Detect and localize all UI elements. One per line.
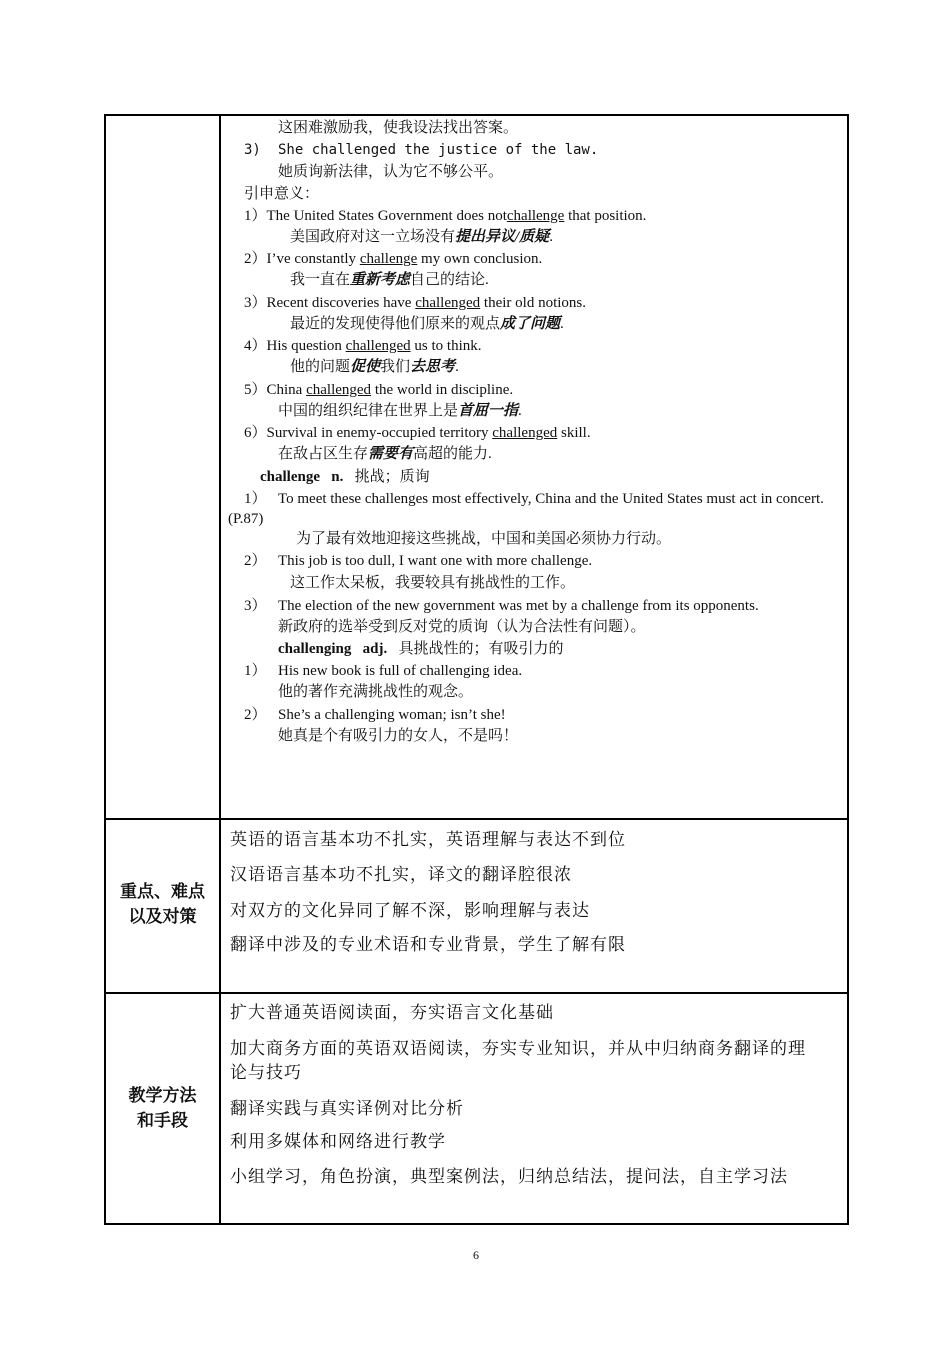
- example-sentence: 2）I’ve constantly challenge my own conclusion.: [244, 251, 543, 267]
- teaching-methods-label: 教学方法 和手段: [128, 1086, 197, 1131]
- lesson-table: [104, 114, 849, 1225]
- example-translation: 为了最有效地迎接这些挑战，中国和美国必须协力行动。: [296, 531, 672, 547]
- example-sentence: To meet these challenges most effectively, China and the United States must act in concert.(P.87): [228, 491, 824, 527]
- example-sentence: She’s a challenging woman; isn’t she!: [278, 707, 506, 723]
- continued-translation: 这困难激励我，使我设法找出答案。: [278, 120, 519, 136]
- method-item: 小组学习，角色扮演，典型案例法，归纳总结法，提问法，自主学习法: [230, 1167, 788, 1187]
- example-sentence: She challenged the justice of the law.: [278, 142, 599, 158]
- example-number: 1）: [244, 663, 267, 679]
- example-translation: 新政府的选举受到反对党的质询（认为合法性有问题）。: [278, 619, 646, 635]
- extended-meaning-heading: 引申意义：: [244, 186, 320, 202]
- difficulty-item: 汉语语言基本功不扎实，译文的翻译腔很浓: [230, 865, 572, 885]
- example-sentence: 5）China challenged the world in discipline.: [244, 382, 514, 398]
- example-translation: 美国政府对这一立场没有提出异议/质疑.: [290, 229, 553, 245]
- example-sentence: 4）His question challenged us to think.: [244, 338, 482, 354]
- difficulty-item: 对双方的文化异同了解不深，影响理解与表达: [230, 901, 590, 921]
- method-item: 翻译实践与真实译例对比分析: [230, 1099, 464, 1119]
- example-translation: 这工作太呆板，我要较具有挑战性的工作。: [290, 575, 576, 591]
- example-translation: 他的著作充满挑战性的观念。: [278, 684, 474, 700]
- example-translation: 她质询新法律，认为它不够公平。: [278, 164, 504, 180]
- page-number: 6: [473, 1248, 479, 1262]
- method-item: 加大商务方面的英语双语阅读，夯实专业知识，并从中归纳商务翻译的理: [230, 1039, 806, 1059]
- adjective-entry: challenging adj. 具挑战性的；有吸引力的: [278, 641, 564, 657]
- example-sentence: 1）The United States Government does notchallenge that position.: [244, 208, 647, 224]
- key-difficulties-label: 重点、难点 以及对策: [120, 882, 205, 927]
- example-number: 3): [244, 142, 261, 158]
- example-translation: 最近的发现使得他们原来的观点成了问题.: [290, 316, 564, 332]
- example-translation: 我一直在重新考虑自己的结论.: [290, 272, 489, 288]
- method-item: 扩大普通英语阅读面，夯实语言文化基础: [230, 1003, 554, 1023]
- row-divider: [106, 992, 847, 994]
- method-item-continued: 论与技巧: [230, 1063, 302, 1083]
- example-translation: 中国的组织纪律在世界上是首屈一指.: [278, 403, 522, 419]
- example-number: 2）: [244, 553, 267, 569]
- row-divider: [106, 818, 847, 820]
- example-sentence: His new book is full of challenging idea.: [278, 663, 523, 679]
- example-number: 2）: [244, 707, 267, 723]
- example-number: 1）: [244, 491, 267, 507]
- difficulty-item: 翻译中涉及的专业术语和专业背景，学生了解有限: [230, 935, 626, 955]
- example-translation: 她真是个有吸引力的女人，不是吗！: [278, 728, 519, 744]
- example-sentence: This job is too dull, I want one with more challenge.: [278, 553, 593, 569]
- difficulty-item: 英语的语言基本功不扎实，英语理解与表达不到位: [230, 830, 626, 850]
- example-sentence: The election of the new government was met by a challenge from its opponents.: [278, 598, 759, 614]
- example-number: 3）: [244, 598, 267, 614]
- example-sentence: 6）Survival in enemy-occupied territory challenged skill.: [244, 425, 591, 441]
- noun-entry: challenge n. 挑战；质询: [260, 469, 430, 485]
- example-sentence: 3）Recent discoveries have challenged their old notions.: [244, 295, 586, 311]
- column-divider: [219, 116, 221, 1223]
- method-item: 利用多媒体和网络进行教学: [230, 1132, 446, 1152]
- example-translation: 他的问题促使我们去思考.: [290, 359, 459, 375]
- example-translation: 在敌占区生存需要有高超的能力.: [278, 446, 492, 462]
